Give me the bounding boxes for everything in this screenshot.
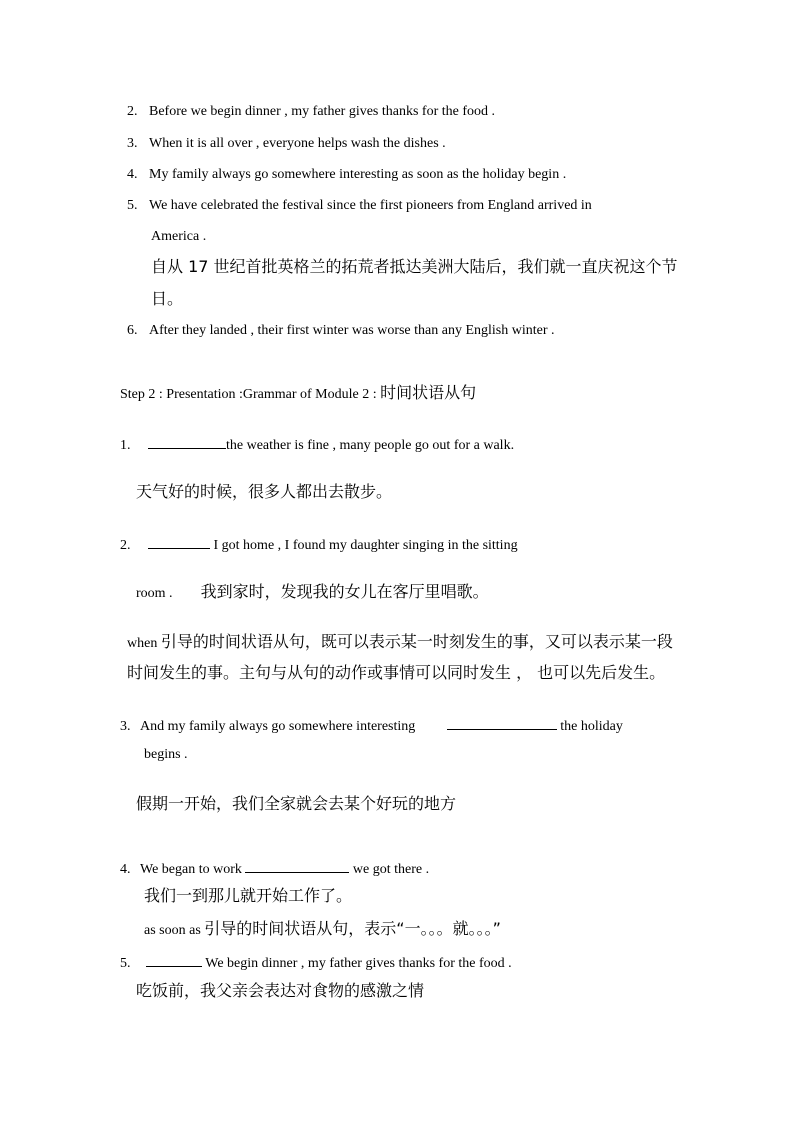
list-text: After they landed , their first winter was worse than any English winter . [149, 323, 555, 338]
list-number: 3. [127, 136, 138, 151]
step2-heading-cn: 时间状语从句 [380, 383, 477, 402]
note-keyword: as soon as [144, 923, 205, 938]
list-item-3 [127, 137, 446, 151]
exercise-text: room . [136, 586, 173, 601]
exercise-3-translation: 假期一开始，我们全家就会去某个好玩的地方 [136, 794, 457, 813]
exercise-text: the weather is fine , many people go out for a walk. [226, 438, 515, 453]
list-item-5 [127, 199, 592, 213]
list-number: 4. [127, 167, 138, 182]
list-text: My family always go somewhere interesting as soon as the holiday begin . [149, 167, 567, 182]
fill-blank[interactable] [148, 536, 210, 549]
list-number: 5. [127, 198, 138, 213]
list-number: 6. [127, 323, 138, 338]
fill-blank[interactable] [146, 954, 202, 967]
exercise-4-translation: 我们一到那儿就开始工作了。 [144, 886, 353, 905]
exercise-text: And my family always go somewhere interesting [140, 719, 416, 734]
fill-blank[interactable] [447, 717, 557, 730]
exercise-4 [120, 860, 429, 877]
note-text: 引导的时间状语从句，既可以表示某一时刻发生的事，又可以表示某一段 [160, 632, 673, 651]
exercise-3-line2: begins . [144, 747, 188, 762]
exercise-1 [120, 436, 514, 453]
fill-blank[interactable] [245, 860, 349, 873]
exercise-text: the holiday [556, 719, 623, 734]
note-keyword: when [127, 636, 161, 651]
grammar-note-as-soon-as [144, 921, 501, 938]
exercise-text: I got home , I found my daughter singing in the sitting [210, 538, 518, 553]
list-item-5-line2: America . [151, 229, 207, 244]
list-item-5-translation: 自从 17 世纪首批英格兰的拓荒者抵达美洲大陆后，我们就一直庆祝这个节 [151, 257, 678, 276]
list-text: Before we begin dinner , my father gives thanks for the food . [149, 104, 496, 119]
exercise-text: We began to work [140, 862, 246, 877]
step2-heading [120, 385, 476, 402]
list-text: We have celebrated the festival since the first pioneers from England arrived in [149, 198, 592, 213]
exercise-2-line2 [136, 584, 489, 601]
list-item-4 [127, 168, 566, 182]
exercise-text: We begin dinner , my father gives thanks for the food . [202, 956, 512, 971]
exercise-3 [120, 717, 623, 734]
grammar-note-when-line2: 时间发生的事。主句与从句的动作或事情可以同时发生 ， 也可以先后发生。 [127, 663, 666, 682]
list-number: 2. [127, 104, 138, 119]
exercise-1-translation: 天气好的时候，很多人都出去散步。 [136, 482, 393, 501]
exercise-5-translation: 吃饭前，我父亲会表达对食物的感激之情 [136, 981, 425, 1000]
note-text: 引导的时间状语从句，表示“一。。。就。。。” [204, 919, 501, 938]
step2-heading-en: Step 2 : Presentation :Grammar of Module 2 : [120, 387, 381, 402]
exercise-5 [120, 954, 512, 971]
list-item-6 [127, 324, 555, 338]
exercise-2 [120, 536, 518, 553]
list-item-5-translation-line2: 日。 [151, 289, 184, 308]
exercise-number: 3. [120, 719, 131, 734]
exercise-2-translation: 我到家时，发现我的女儿在客厅里唱歌。 [200, 582, 489, 601]
exercise-number: 2. [120, 538, 131, 553]
exercise-number: 1. [120, 438, 131, 453]
exercise-number: 4. [120, 862, 131, 877]
list-item-2 [127, 105, 495, 119]
list-text: When it is all over , everyone helps wash the dishes . [149, 136, 446, 151]
exercise-number: 5. [120, 956, 131, 971]
exercise-text: we got there . [349, 862, 430, 877]
grammar-note-when [127, 634, 673, 651]
fill-blank[interactable] [148, 436, 226, 449]
